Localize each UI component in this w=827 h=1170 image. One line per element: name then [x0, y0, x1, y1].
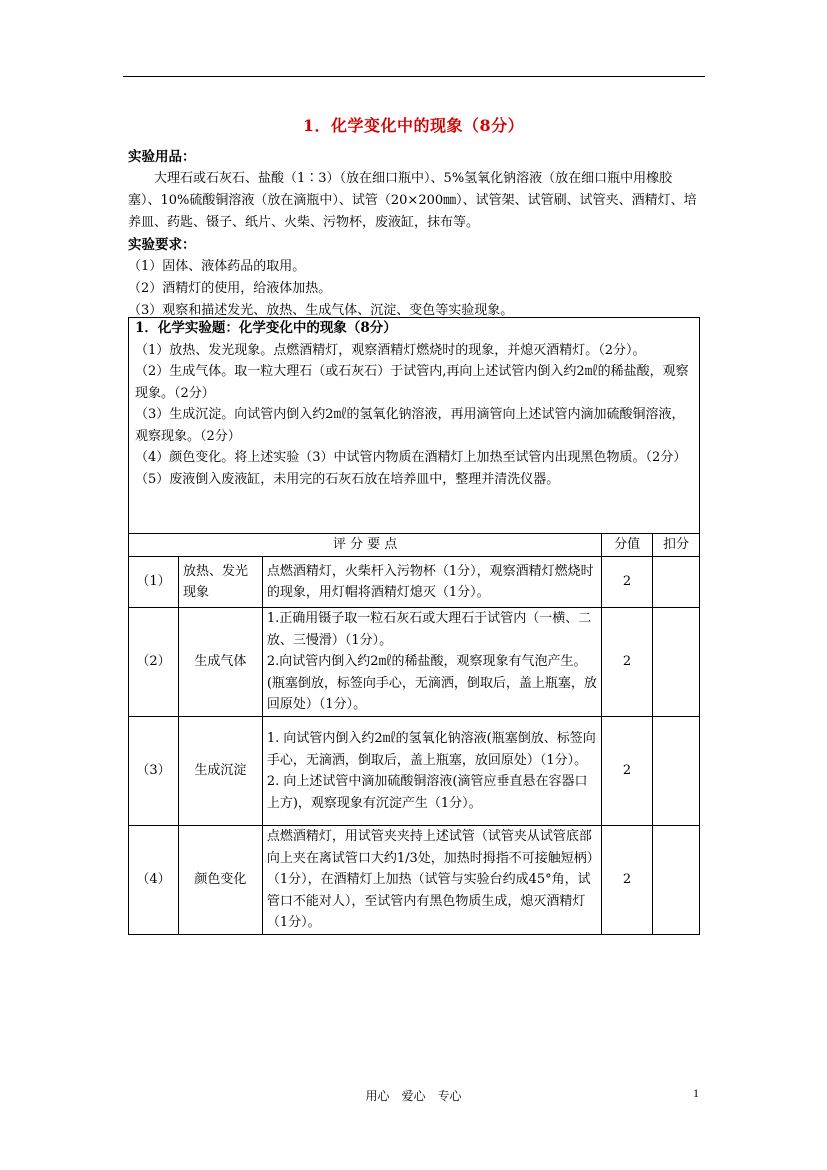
row-item: 生成沉淀	[178, 717, 262, 826]
materials-text: 大理石或石灰石、盐酸（1∶3）（放在细口瓶中）、5%氢氧化钠溶液（放在细口瓶中用橡胶塞）、10%硫酸铜溶液（放在滴瓶中）、试管（20×200㎜）、试管架、试管刷、试管夹、酒精灯、培养皿、药匙、镊子、纸片、火柴、污物杯，废液缸，抹布等。	[128, 171, 697, 230]
task-heading: 1．化学实验题：化学变化中的现象（8分）	[135, 320, 397, 336]
score-column-header: 分值	[602, 534, 653, 557]
row-score: 2	[602, 826, 653, 935]
row-number: （3）	[129, 717, 179, 826]
row-deduct	[653, 557, 700, 608]
footer-text: 用心	[365, 1089, 390, 1103]
scoring-point: 1.正确用镊子取一粒石灰石或大理石于试管内（一横、二放、三慢滑）（1分）。	[266, 611, 592, 648]
row-points	[262, 557, 601, 608]
header-rule	[123, 76, 705, 77]
task-step: （4）颜色变化。将上述实验（3）中试管内物质在酒精灯上加热至试管内出现黑色物质。（2分）	[135, 450, 687, 465]
materials-heading: 实验用品：	[128, 149, 196, 165]
row-number: （1）	[129, 557, 179, 608]
row-item: 放热、发光现象	[178, 557, 262, 608]
deduct-column-header: 扣分	[653, 534, 700, 557]
page-footer	[0, 1087, 827, 1104]
scoring-point: 1. 向试管内倒入约2㎖的氢氧化钠溶液(瓶塞倒放、标签向手心，无滴洒，倒取后，盖上瓶塞，放回原处）（1分）。	[266, 731, 596, 768]
task-step: （3）生成沉淀。向试管内倒入约2㎖的氢氧化钠溶液，再用滴管向上述试管内滴加硫酸铜溶液，观察现象。（2分）	[135, 407, 685, 444]
requirement-item: （3）观察和描述发光、放热、生成气体、沉淀、变色等实验现象。	[128, 303, 514, 318]
row-deduct	[653, 826, 700, 935]
row-score: 2	[602, 608, 653, 717]
table-row	[129, 608, 700, 717]
scoring-point: 2. 向上述试管中滴加硫酸铜溶液(滴管应垂直悬在容器口上方)，观察现象有沉淀产生（1分）。	[266, 774, 588, 811]
task-step: （1）放热、发光现象。点燃酒精灯，观察酒精灯燃烧时的现象，并熄灭酒精灯。（2分）。	[135, 342, 646, 358]
row-score: 2	[602, 557, 653, 608]
requirement-item: （1）固体、液体药品的取用。	[128, 259, 306, 274]
requirement-item: （2）酒精灯的使用，给液体加热。	[128, 281, 332, 296]
row-number: （2）	[129, 608, 179, 717]
scoring-point: 2.向试管内倒入约2㎖的稀盐酸，观察现象有气泡产生。(瓶塞倒放，标签向手心，无滴洒，倒取后，盖上瓶塞，放回原处）（1分）。	[266, 654, 597, 713]
points-column-header: 评 分 要 点	[129, 534, 602, 557]
row-deduct	[653, 608, 700, 717]
page-number: 1	[693, 1086, 699, 1100]
scoring-point: 点燃酒精灯，火柴杆入污物杯（1分），观察酒精灯燃烧时的现象，用灯帽将酒精灯熄灭（1分）。	[266, 563, 594, 600]
task-row	[129, 318, 700, 534]
scoring-header-row	[129, 534, 700, 557]
task-step: （5）废液倒入废液缸，未用完的石灰石放在培养皿中，整理并清洗仪器。	[135, 471, 560, 487]
row-points	[262, 826, 601, 935]
row-deduct	[653, 717, 700, 826]
row-number: （4）	[129, 826, 179, 935]
footer-text: 爱心	[401, 1089, 426, 1103]
row-score: 2	[602, 717, 653, 826]
footer-text: 专心	[437, 1089, 462, 1103]
row-item: 生成气体	[178, 608, 262, 717]
exam-table	[128, 317, 700, 935]
table-row	[129, 826, 700, 935]
intro-section	[128, 146, 700, 322]
page-title: 1．化学变化中的现象（8分）	[302, 116, 525, 135]
row-points	[262, 608, 601, 717]
task-step: （2）生成气体。取一粒大理石（或石灰石）于试管内,再向上述试管内倒入约2㎖的稀盐酸，观察现象。（2分）	[135, 364, 689, 401]
table-row	[129, 717, 700, 826]
task-cell	[129, 318, 700, 534]
table-row	[129, 557, 700, 608]
scoring-point: 点燃酒精灯，用试管夹夹持上述试管（试管夹从试管底部向上夹在离试管口大约1/3处，加热时拇指不可接触短柄）（1分），在酒精灯上加热（试管与实验台约成45°角，试管口不能对人），至试管内有黑色物质生成，熄灭酒精灯（1分）。	[266, 829, 594, 931]
row-points	[262, 717, 601, 826]
requirements-heading: 实验要求：	[128, 237, 196, 253]
row-item: 颜色变化	[178, 826, 262, 935]
